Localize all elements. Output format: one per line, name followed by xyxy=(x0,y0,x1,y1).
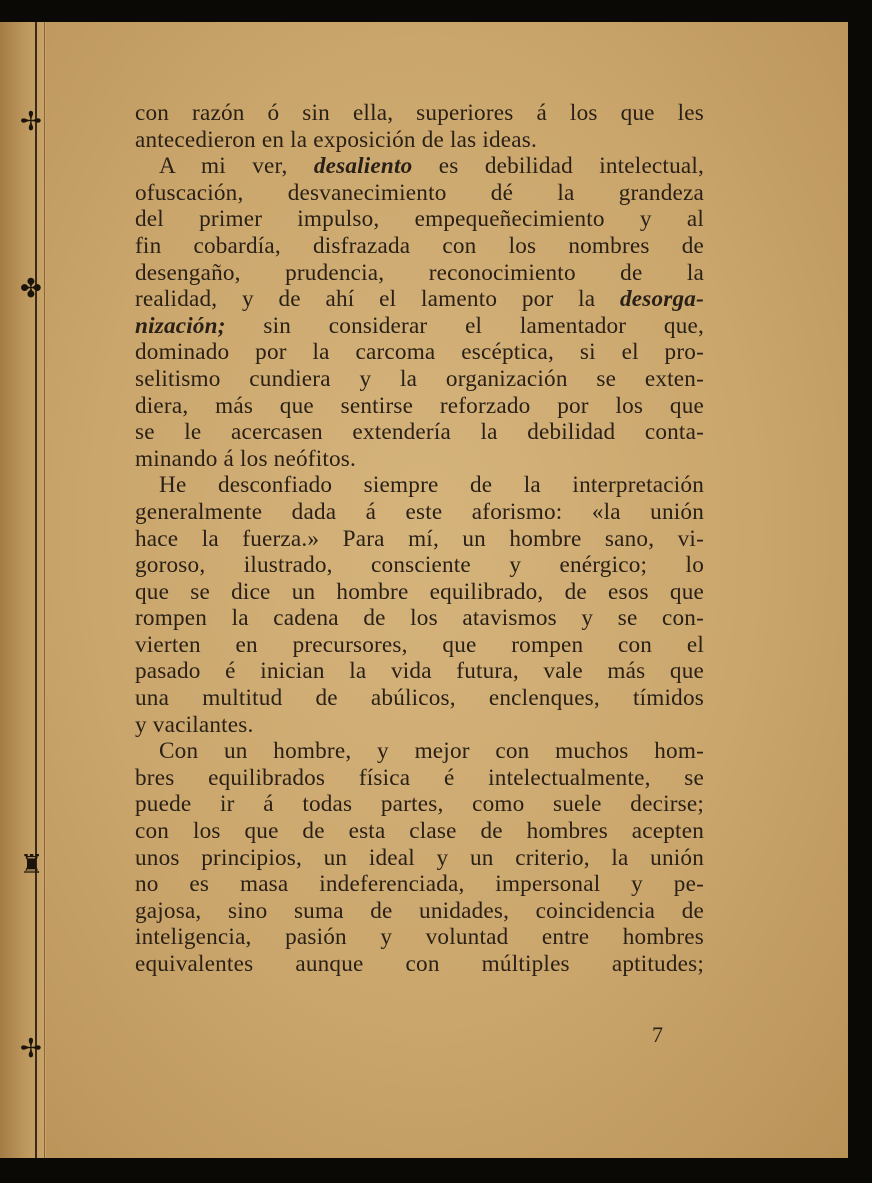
text-line: con razón ó sin ella, superiores á los que les xyxy=(135,100,704,126)
text-line: antecedieron en la exposición de las ideas. xyxy=(135,126,537,153)
text-line: inteligencia, pasión y voluntad entre hombres xyxy=(135,924,704,951)
text-line: se le acercasen extendería la debilidad conta- xyxy=(135,419,704,446)
book-page xyxy=(0,22,848,1158)
text-line: fin cobardía, disfrazada con los nombres de xyxy=(135,232,704,259)
stitch-mark-icon: ✤ xyxy=(20,274,42,304)
text-line: hace la fuerza.» Para mí, un hombre sano, vi- xyxy=(135,525,704,552)
text-line: realidad, y de ahí el lamento por la desorga- xyxy=(135,286,704,313)
binding-thread xyxy=(35,22,37,1158)
italic-term: desorga- xyxy=(619,286,704,313)
text-line: A mi ver, desaliento es debilidad intelectual, xyxy=(159,153,704,180)
page-number: 7 xyxy=(652,1022,663,1047)
text-line: con los que de esta clase de hombres acepten xyxy=(135,818,704,845)
page-binding xyxy=(0,22,46,1158)
text-line: minando á los neófitos. xyxy=(135,445,356,472)
italic-term: desaliento xyxy=(313,153,413,180)
stitch-mark-icon: ♜ xyxy=(20,850,44,880)
text-line: goroso, ilustrado, consciente y enérgico; lo xyxy=(135,552,704,579)
text-line: selitismo cundiera y la organización se exten- xyxy=(135,365,704,392)
text-line: no es masa indeferenciada, impersonal y pe- xyxy=(135,871,704,898)
body-text xyxy=(135,100,704,978)
text-line: pasado é inician la vida futura, vale más que xyxy=(135,658,704,685)
text-line: generalmente dada á este aforismo: «la unión xyxy=(135,498,704,525)
text-line: equivalentes aunque con múltiples aptitudes; xyxy=(135,951,704,977)
italic-term: nización; xyxy=(135,312,226,339)
text-line: que se dice un hombre equilibrado, de esos que xyxy=(135,578,704,605)
stitch-mark-icon: ✢ xyxy=(20,1034,42,1064)
text-line: Con un hombre, y mejor con muchos hom- xyxy=(159,738,704,765)
binding-edge xyxy=(44,22,45,1158)
text-line: desengaño, prudencia, reconocimiento de la xyxy=(135,259,704,286)
text-line: diera, más que sentirse reforzado por los que xyxy=(135,392,704,419)
text-line: dominado por la carcoma escéptica, si el pro- xyxy=(135,339,704,366)
text-line: una multitud de abúlicos, enclenques, tímidos xyxy=(135,685,704,712)
stitch-mark-icon: ✢ xyxy=(20,107,42,137)
text-line: puede ir á todas partes, como suele decirse; xyxy=(135,791,704,818)
text-line: nización; sin considerar el lamentador que, xyxy=(135,312,704,339)
text-line: bres equilibrados física é intelectualmente, se xyxy=(135,764,704,791)
text-line: rompen la cadena de los atavismos y se con- xyxy=(135,605,704,632)
text-line: gajosa, sino suma de unidades, coincidencia de xyxy=(135,897,704,924)
text-line: del primer impulso, empequeñecimiento y al xyxy=(135,206,704,233)
text-line: vierten en precursores, que rompen con el xyxy=(135,631,704,658)
text-line: ofuscación, desvanecimiento dé la grandeza xyxy=(135,179,704,206)
text-line: He desconfiado siempre de la interpretación xyxy=(159,472,704,499)
text-line: y vacilantes. xyxy=(135,711,254,738)
text-line: unos principios, un ideal y un criterio, la unión xyxy=(135,844,704,871)
